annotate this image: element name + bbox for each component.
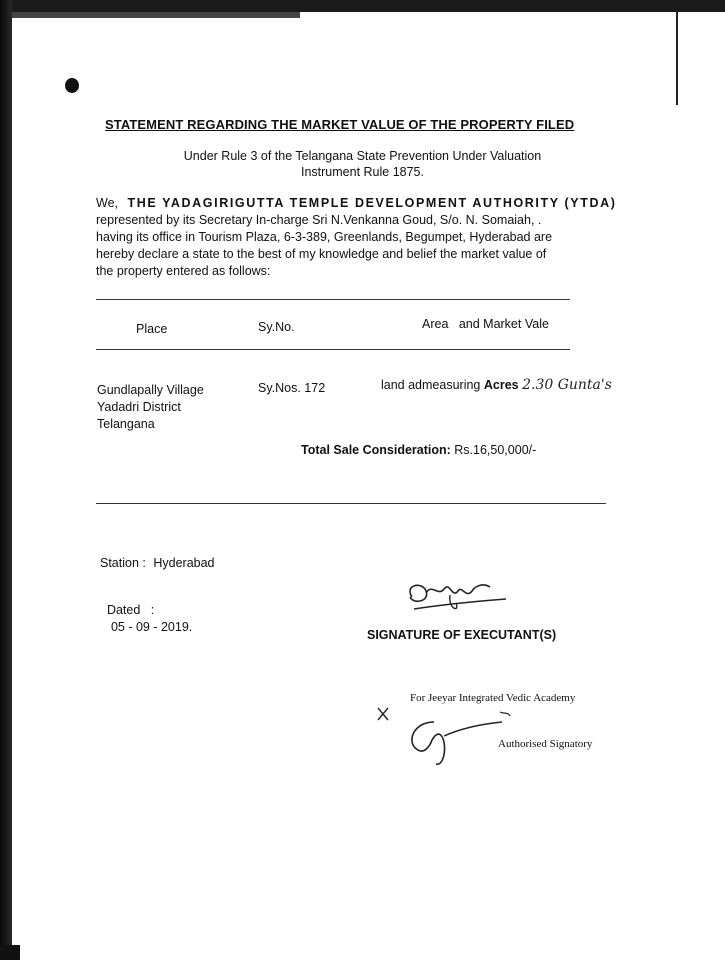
executant-signature	[400, 575, 510, 620]
stamp-line-1: For Jeeyar Integrated Vedic Academy	[410, 692, 576, 704]
header-area-market-value: Area and Market Vale	[422, 317, 549, 331]
punch-hole	[65, 78, 79, 93]
total-sale-consideration	[301, 442, 536, 459]
dated-row	[100, 585, 192, 636]
scan-border-top-shadow	[0, 12, 300, 18]
declaration-paragraph	[96, 195, 616, 280]
declaration-line-4: hereby declare a state to the best of my knowledge and belief the market value of	[96, 247, 547, 261]
place-line-2: Yadadri District	[97, 400, 181, 414]
declaration-line-5: the property entered as follows:	[96, 264, 271, 278]
station-label: Station :	[100, 556, 146, 570]
declaration-line-3: having its office in Tourism Plaza, 6-3-389, Greenlands, Begumpet, Hyderabad are	[96, 230, 553, 244]
total-value: Rs.16,50,000/-	[454, 443, 537, 457]
header-sy-no: Sy.No.	[258, 320, 295, 334]
station-value: Hyderabad	[153, 556, 215, 570]
dated-value: 05 - 09 - 2019.	[110, 620, 193, 634]
document-title: STATEMENT REGARDING THE MARKET VALUE OF THE PROPERTY FILED	[105, 117, 575, 132]
declaration-line-2: represented by its Secretary In-charge Sri N.Venkanna Goud, S/o. N. Somaiah, .	[96, 213, 542, 227]
header-place: Place	[136, 322, 168, 336]
authority-name: THE YADAGIRIGUTTA TEMPLE DEVELOPMENT AUTHORITY (YTDA)	[127, 196, 617, 210]
stamp-line-2: Authorised Signatory	[498, 738, 593, 750]
station-row	[100, 555, 215, 572]
area-handwritten-value: 2.30 Gunta's	[522, 377, 612, 393]
table-header-rule	[96, 349, 570, 350]
declaration-line-1	[96, 195, 616, 212]
place-line-3: Telangana	[97, 417, 155, 431]
scan-corner-bottom	[0, 945, 20, 960]
signature-of-executants-label: SIGNATURE OF EXECUTANT(S)	[367, 628, 557, 642]
area-acres-label: Acres	[483, 378, 519, 392]
area-cell	[381, 377, 612, 394]
table-top-rule	[96, 299, 570, 300]
subtitle-line-1: Under Rule 3 of the Telangana State Prevention Under Valuation	[183, 149, 542, 163]
place-line-1: Gundlapally Village	[97, 383, 204, 397]
area-printed-text: land admeasuring	[381, 378, 481, 392]
dated-label: Dated :	[106, 603, 155, 617]
subtitle-line-2: Instrument Rule 1875.	[301, 165, 424, 179]
authorised-signature	[372, 700, 532, 770]
declaration-prefix: We,	[96, 196, 118, 210]
sy-no-cell: Sy.Nos. 172	[258, 381, 326, 395]
scan-border-top	[0, 0, 725, 12]
table-bottom-rule	[96, 503, 606, 504]
total-label: Total Sale Consideration:	[301, 443, 451, 457]
scan-edge-line	[676, 10, 678, 105]
scan-border-left	[0, 0, 12, 960]
place-cell	[97, 382, 204, 433]
